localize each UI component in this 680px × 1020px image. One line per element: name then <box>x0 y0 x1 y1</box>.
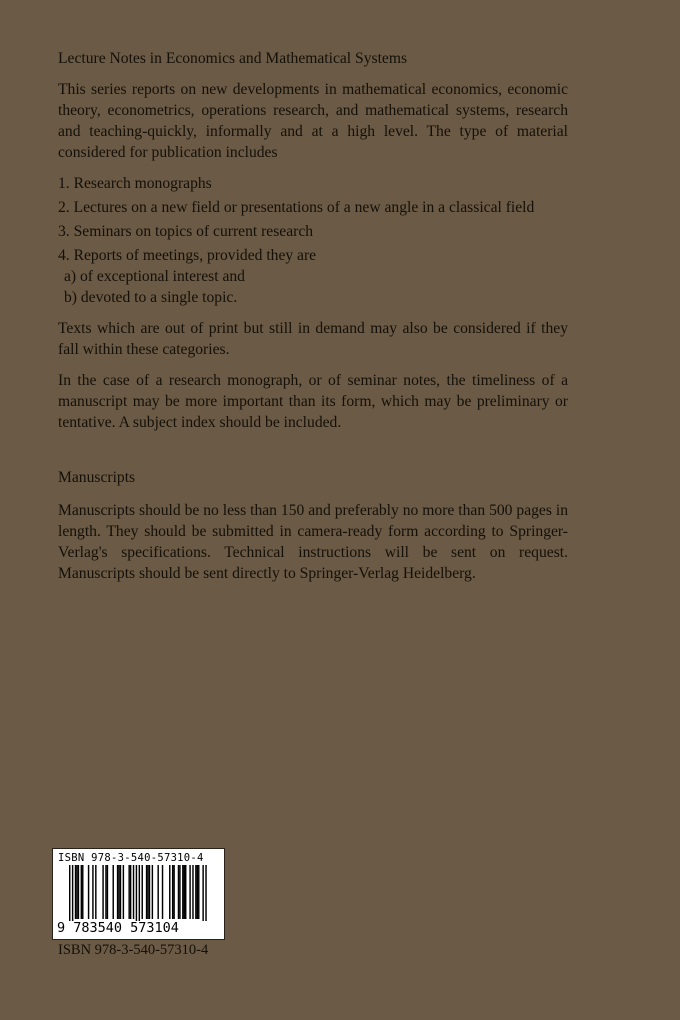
barcode <box>52 848 225 940</box>
barcode-bar <box>133 865 134 919</box>
out-of-print-note: Texts which are out of print but still in demand may also be considered if they fall within these categories. <box>58 320 568 358</box>
series-description <box>58 48 568 594</box>
barcode-bar <box>147 865 148 919</box>
barcode-bar <box>72 865 73 921</box>
manuscripts-body: Manuscripts should be no less than 150 and preferably no more than 500 pages in length. They should be submitted in camera-ready form according to Springer-Verlag's specifications. Technical instructions will be sent on request. Manuscripts should be sent directly to Springer-Verlag Heidelberg. <box>58 502 568 582</box>
barcode-bar <box>88 865 89 919</box>
barcode-isbn-label: ISBN 978-3-540-57310-4 <box>58 852 204 864</box>
series-title: Lecture Notes in Economics and Mathematical Systems <box>58 50 408 67</box>
barcode-bar <box>172 865 173 919</box>
barcode-bar <box>78 865 79 919</box>
barcode-bar <box>82 865 83 919</box>
barcode-bar <box>118 865 119 919</box>
list-item: 2. Lectures on a new field or presentations of a new angle in a classical field <box>58 199 535 216</box>
barcode-bar <box>105 865 106 919</box>
barcode-bar <box>107 865 108 919</box>
list-item: 3. Seminars on topics of current research <box>58 223 314 240</box>
barcode-bar <box>197 865 198 919</box>
list-item-text: 4. Reports of meetings, provided they are <box>58 247 317 264</box>
list-item <box>58 245 568 308</box>
barcode-bar <box>178 865 179 919</box>
isbn-text: ISBN 978-3-540-57310-4 <box>58 942 209 958</box>
barcode-bar <box>102 865 103 919</box>
barcode-bar <box>152 865 153 919</box>
barcode-bar <box>149 865 150 919</box>
barcode-bar <box>192 865 193 919</box>
barcode-bar <box>184 865 185 919</box>
meeting-criteria-list <box>58 266 568 308</box>
barcode-bar <box>195 865 196 919</box>
barcode-bar <box>189 865 190 919</box>
barcode-bar <box>179 865 180 919</box>
barcode-bar <box>69 865 70 921</box>
barcode-bar <box>136 865 137 921</box>
list-item: 1. Research monographs <box>58 175 212 192</box>
barcode-bar <box>198 865 199 919</box>
barcode-bar <box>182 865 183 919</box>
barcode-bar <box>81 865 82 919</box>
barcode-bar <box>128 865 129 919</box>
barcode-bar <box>76 865 77 919</box>
barcode-bar <box>95 865 96 919</box>
barcode-bar <box>169 865 170 919</box>
barcode-bar <box>113 865 114 919</box>
barcode-bar <box>123 865 124 919</box>
barcode-bar <box>146 865 147 919</box>
barcode-bar <box>205 865 206 921</box>
barcode-bar <box>173 865 174 919</box>
barcode-bar <box>75 865 76 919</box>
barcode-bar <box>142 865 143 919</box>
timeliness-note: In the case of a research monograph, or of seminar notes, the timeliness of a manuscript may be more important than its form, which may be preliminary or tentative. A subject index should be included. <box>58 372 568 431</box>
barcode-bar <box>162 865 163 919</box>
series-intro: This series reports on new developments in mathematical economics, economic theory, econometrics, operations research, and mathematical systems, research and teaching-quickly, informally and at a high level. The type of material considered for publication includes <box>58 81 568 161</box>
material-list <box>58 173 568 308</box>
barcode-digits: 9 783540 573104 <box>57 920 179 936</box>
sublist-item: b) devoted to a single topic. <box>64 289 238 306</box>
barcode-bars <box>53 865 224 921</box>
barcode-bar <box>120 865 121 919</box>
manuscripts-heading: Manuscripts <box>58 469 136 486</box>
barcode-bar <box>130 865 131 919</box>
barcode-bar <box>185 865 186 919</box>
sublist-item: a) of exceptional interest and <box>64 268 245 285</box>
barcode-bar <box>157 865 158 919</box>
barcode-bar <box>117 865 118 919</box>
barcode-bar <box>139 865 140 921</box>
barcode-bar <box>92 865 93 919</box>
barcode-bar <box>202 865 203 921</box>
